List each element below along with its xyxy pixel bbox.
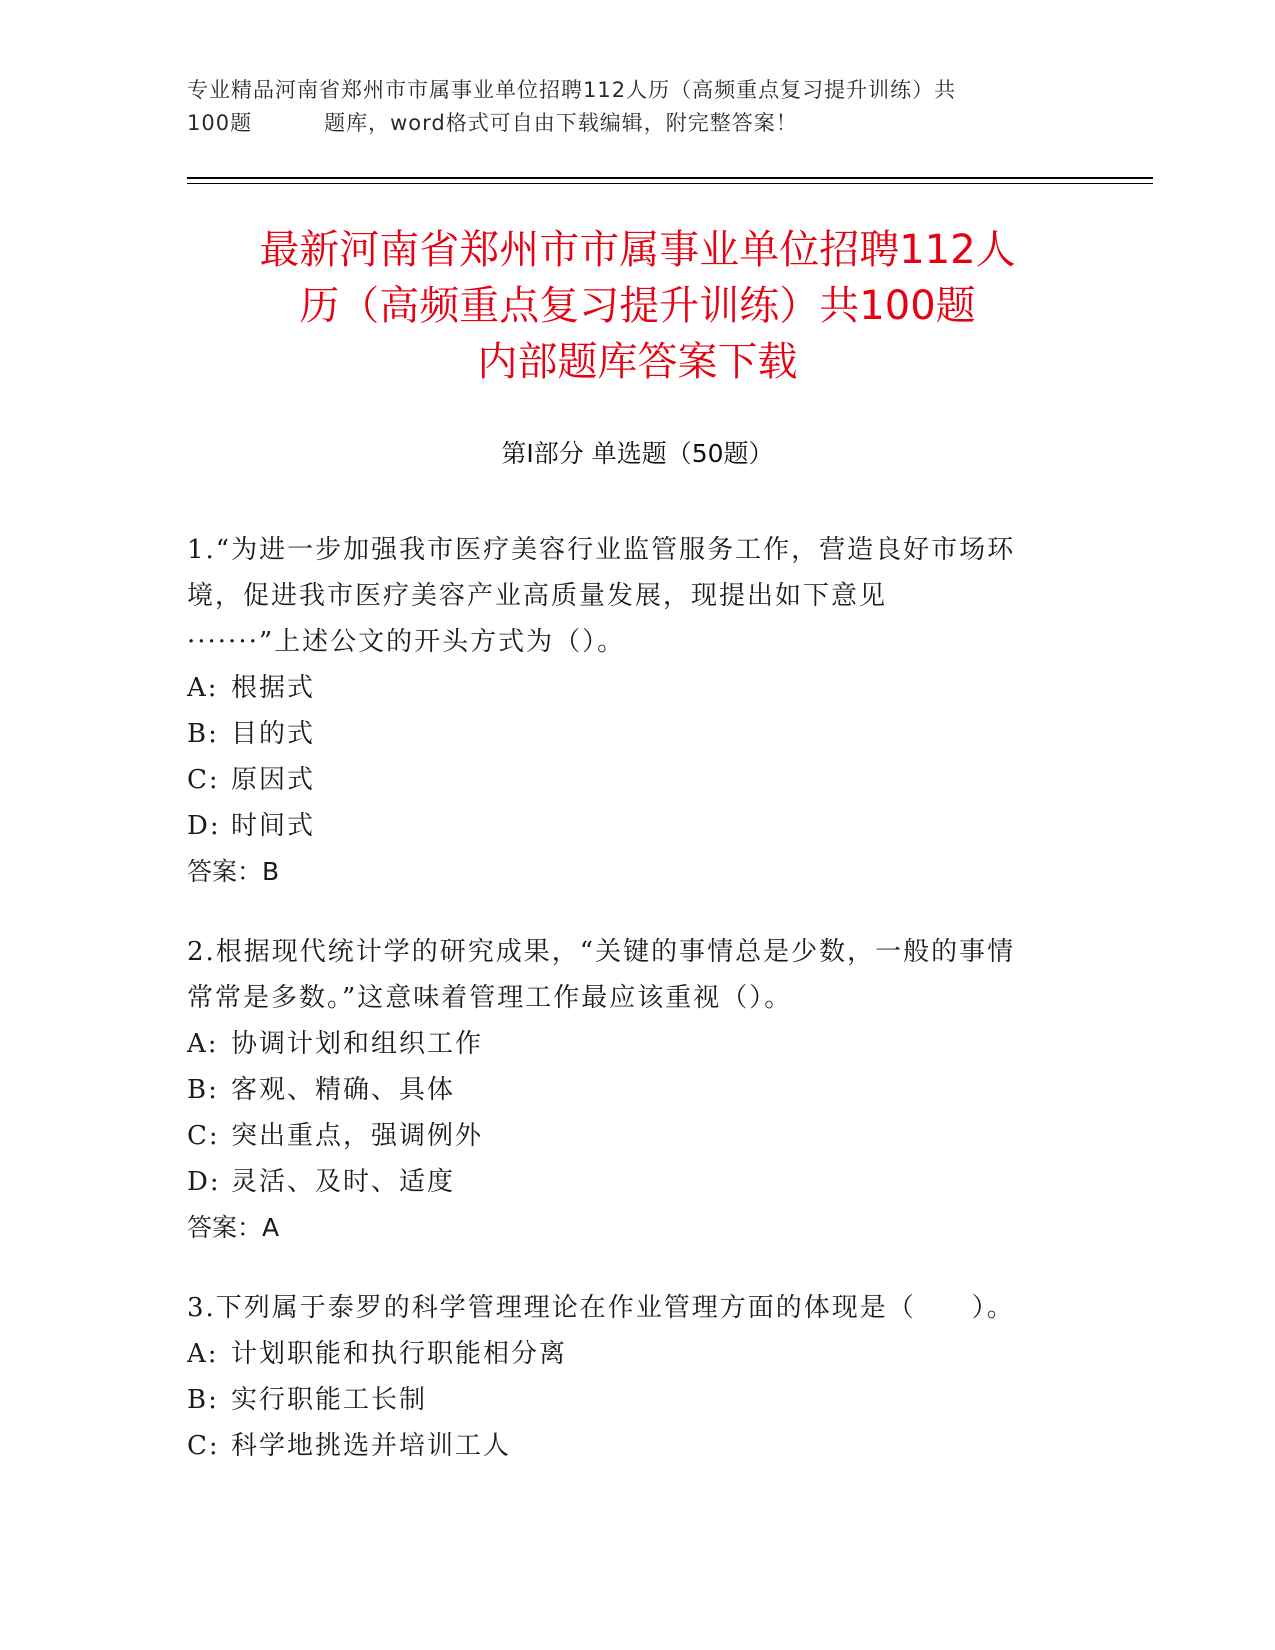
option-b <box>187 711 1067 757</box>
option-text: 计划职能和执行职能相分离 <box>231 1339 568 1369</box>
option-a <box>187 1331 1067 1377</box>
option-text: 原因式 <box>231 765 316 795</box>
option-text: 实行职能工长制 <box>231 1385 428 1415</box>
option-key: A: <box>187 1029 219 1059</box>
question-list <box>187 527 1067 1503</box>
option-key: B: <box>187 1385 219 1415</box>
header-note-desc: 题库，word格式可自由下载编辑，附完整答案！ <box>324 111 798 135</box>
title-line3: 内部题库答案下载 <box>477 339 798 385</box>
title-line2: 历（高频重点复习提升训练）共100题 <box>299 283 976 329</box>
option-text: 客观、精确、具体 <box>231 1075 456 1105</box>
question-stem-line: ·······”上述公文的开头方式为（）。 <box>187 627 626 657</box>
document-title <box>150 222 1125 390</box>
option-key: D: <box>187 811 221 841</box>
answer: 答案：A <box>187 1213 280 1242</box>
question-3 <box>187 1285 1067 1469</box>
option-text: 突出重点，强调例外 <box>231 1121 484 1151</box>
question-stem <box>187 527 1067 665</box>
question-stem <box>187 1285 1067 1331</box>
option-d <box>187 1159 1067 1205</box>
header-rule-thick <box>187 177 1153 179</box>
question-stem <box>187 929 1067 1021</box>
header-note-line2 <box>187 107 1067 140</box>
option-b <box>187 1377 1067 1423</box>
option-text: 时间式 <box>231 811 316 841</box>
option-a <box>187 665 1067 711</box>
option-text: 灵活、及时、适度 <box>231 1167 456 1197</box>
header-note <box>187 74 1067 140</box>
option-key: C: <box>187 765 220 795</box>
question-1 <box>187 527 1067 895</box>
option-c <box>187 757 1067 803</box>
option-key: C: <box>187 1431 220 1461</box>
header-note-line1: 专业精品河南省郑州市市属事业单位招聘112人历（高频重点复习提升训练）共 <box>187 78 957 102</box>
question-stem-line: 2.根据现代统计学的研究成果，“关键的事情总是少数，一般的事情 <box>187 937 1016 967</box>
option-d <box>187 803 1067 849</box>
header-rule-thin <box>187 183 1153 184</box>
option-c <box>187 1113 1067 1159</box>
option-a <box>187 1021 1067 1067</box>
question-stem-line: 境，促进我市医疗美容产业高质量发展，现提出如下意见 <box>187 581 888 611</box>
option-key: A: <box>187 673 219 703</box>
section-title: 第I部分 单选题（50题） <box>501 439 774 468</box>
option-key: B: <box>187 719 219 749</box>
option-key: D: <box>187 1167 221 1197</box>
question-stem-line: 3.下列属于泰罗的科学管理理论在作业管理方面的体现是（ ）。 <box>187 1293 1015 1323</box>
question-stem-line: 常常是多数。”这意味着管理工作最应该重视（）。 <box>187 983 793 1013</box>
option-key: C: <box>187 1121 220 1151</box>
header-note-count: 100题 <box>187 111 253 135</box>
question-stem-line: 1.“为进一步加强我市医疗美容行业监管服务工作，营造良好市场环 <box>187 535 1016 565</box>
option-text: 根据式 <box>231 673 316 703</box>
option-text: 科学地挑选并培训工人 <box>231 1431 512 1461</box>
option-b <box>187 1067 1067 1113</box>
option-key: A: <box>187 1339 219 1369</box>
answer: 答案：B <box>187 857 280 886</box>
option-text: 目的式 <box>231 719 316 749</box>
option-c <box>187 1423 1067 1469</box>
question-2 <box>187 929 1067 1251</box>
title-line1: 最新河南省郑州市市属事业单位招聘112人 <box>259 227 1016 273</box>
option-key: B: <box>187 1075 219 1105</box>
option-text: 协调计划和组织工作 <box>231 1029 484 1059</box>
